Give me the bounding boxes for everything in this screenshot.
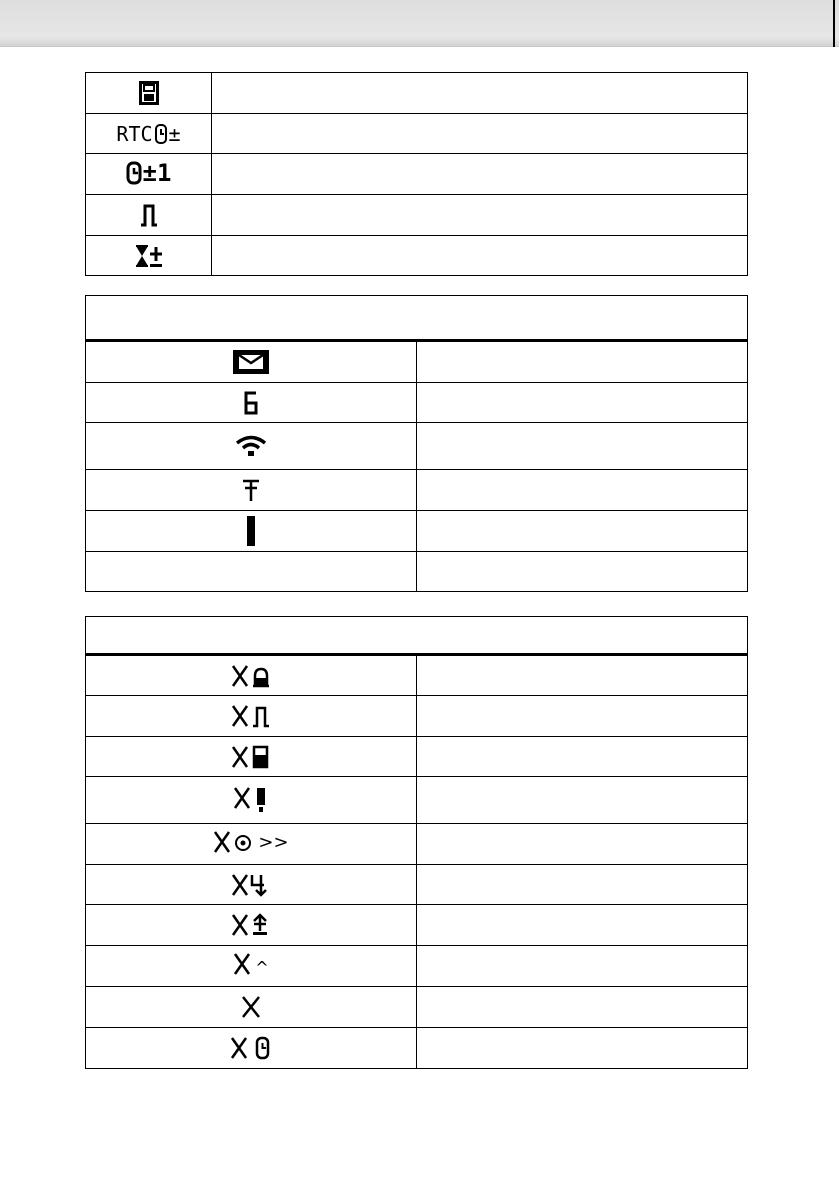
bar-icon xyxy=(246,516,256,546)
icon-cell xyxy=(86,341,417,383)
table-row xyxy=(86,470,748,511)
x-icon xyxy=(241,995,261,1019)
table-header xyxy=(86,617,748,655)
x-pulse-icon xyxy=(231,704,271,728)
description-cell xyxy=(417,987,748,1028)
description-cell xyxy=(417,777,748,824)
wifi-signal-icon xyxy=(235,435,267,457)
x-clock-icon xyxy=(230,1036,272,1060)
table-row xyxy=(86,865,748,905)
icon-cell xyxy=(86,423,417,470)
icon-cell xyxy=(86,987,417,1028)
description-cell xyxy=(417,655,748,696)
table-row xyxy=(86,737,748,777)
description-cell xyxy=(417,511,748,552)
icon-cell xyxy=(86,1028,417,1069)
table-row xyxy=(86,383,748,423)
table-row xyxy=(86,987,748,1028)
icon-cell xyxy=(86,383,417,423)
table-header xyxy=(86,296,748,341)
antenna-icon xyxy=(242,478,260,502)
icon-cell xyxy=(86,905,417,946)
envelope-icon xyxy=(233,350,269,374)
header-bar xyxy=(0,0,839,46)
table-row xyxy=(86,341,748,383)
page-edge-marker xyxy=(833,0,835,47)
x-target-forward-icon: >> xyxy=(213,830,288,854)
icon-cell xyxy=(86,511,417,552)
icon-cell xyxy=(86,73,212,114)
table-row xyxy=(86,824,748,865)
digit-6-icon xyxy=(244,391,258,415)
icon-cell xyxy=(86,236,212,276)
clock-plus-minus-1-icon: ±1 xyxy=(126,159,172,187)
description-cell xyxy=(417,696,748,737)
table-row xyxy=(86,946,748,987)
icon-cell xyxy=(86,154,212,195)
table-row xyxy=(86,236,748,276)
table-row xyxy=(86,511,748,552)
header-rule xyxy=(0,46,839,47)
table-row xyxy=(86,655,748,696)
table-row xyxy=(86,777,748,824)
rtc-clock-plus-minus-icon: RTC ± xyxy=(116,121,181,146)
save-icon xyxy=(139,81,159,105)
description-cell xyxy=(417,824,748,865)
x-bell-icon xyxy=(231,664,271,688)
description-cell xyxy=(417,737,748,777)
table-row xyxy=(86,1028,748,1069)
table-header-row xyxy=(86,617,748,655)
x-battery-icon xyxy=(231,745,271,769)
pulse-icon xyxy=(140,203,158,227)
description-cell xyxy=(212,154,748,195)
table-row xyxy=(86,114,748,154)
x-down-arrow-icon xyxy=(231,873,271,897)
table-row xyxy=(86,154,748,195)
table-header-row xyxy=(86,296,748,341)
icon-cell xyxy=(86,195,212,236)
table-row xyxy=(86,905,748,946)
hourglass-plus-icon xyxy=(134,244,164,268)
icon-cell xyxy=(86,946,417,987)
table-row xyxy=(86,552,748,592)
table-row xyxy=(86,73,748,114)
description-cell xyxy=(212,73,748,114)
x-exclamation-icon xyxy=(233,786,269,814)
table-row xyxy=(86,423,748,470)
description-cell xyxy=(212,195,748,236)
icon-table-2 xyxy=(85,295,748,592)
description-cell xyxy=(417,905,748,946)
description-cell xyxy=(417,423,748,470)
description-cell xyxy=(417,946,748,987)
icon-cell xyxy=(86,696,417,737)
icon-cell xyxy=(86,865,417,905)
icon-cell xyxy=(86,737,417,777)
description-cell xyxy=(417,552,748,592)
icon-cell xyxy=(86,552,417,592)
x-up-arrow-icon xyxy=(231,913,271,937)
icon-table-3 xyxy=(85,616,748,1069)
description-cell xyxy=(212,236,748,276)
icon-cell xyxy=(86,777,417,824)
description-cell xyxy=(417,1028,748,1069)
icon-cell xyxy=(86,114,212,154)
description-cell xyxy=(417,470,748,511)
description-cell xyxy=(417,865,748,905)
icon-cell xyxy=(86,824,417,865)
description-cell xyxy=(417,383,748,423)
description-cell xyxy=(212,114,748,154)
icon-cell xyxy=(86,470,417,511)
icon-table-1 xyxy=(85,72,748,276)
x-caret-icon: ^ xyxy=(233,952,268,976)
table-row xyxy=(86,195,748,236)
description-cell xyxy=(417,341,748,383)
table-row xyxy=(86,696,748,737)
icon-cell xyxy=(86,655,417,696)
